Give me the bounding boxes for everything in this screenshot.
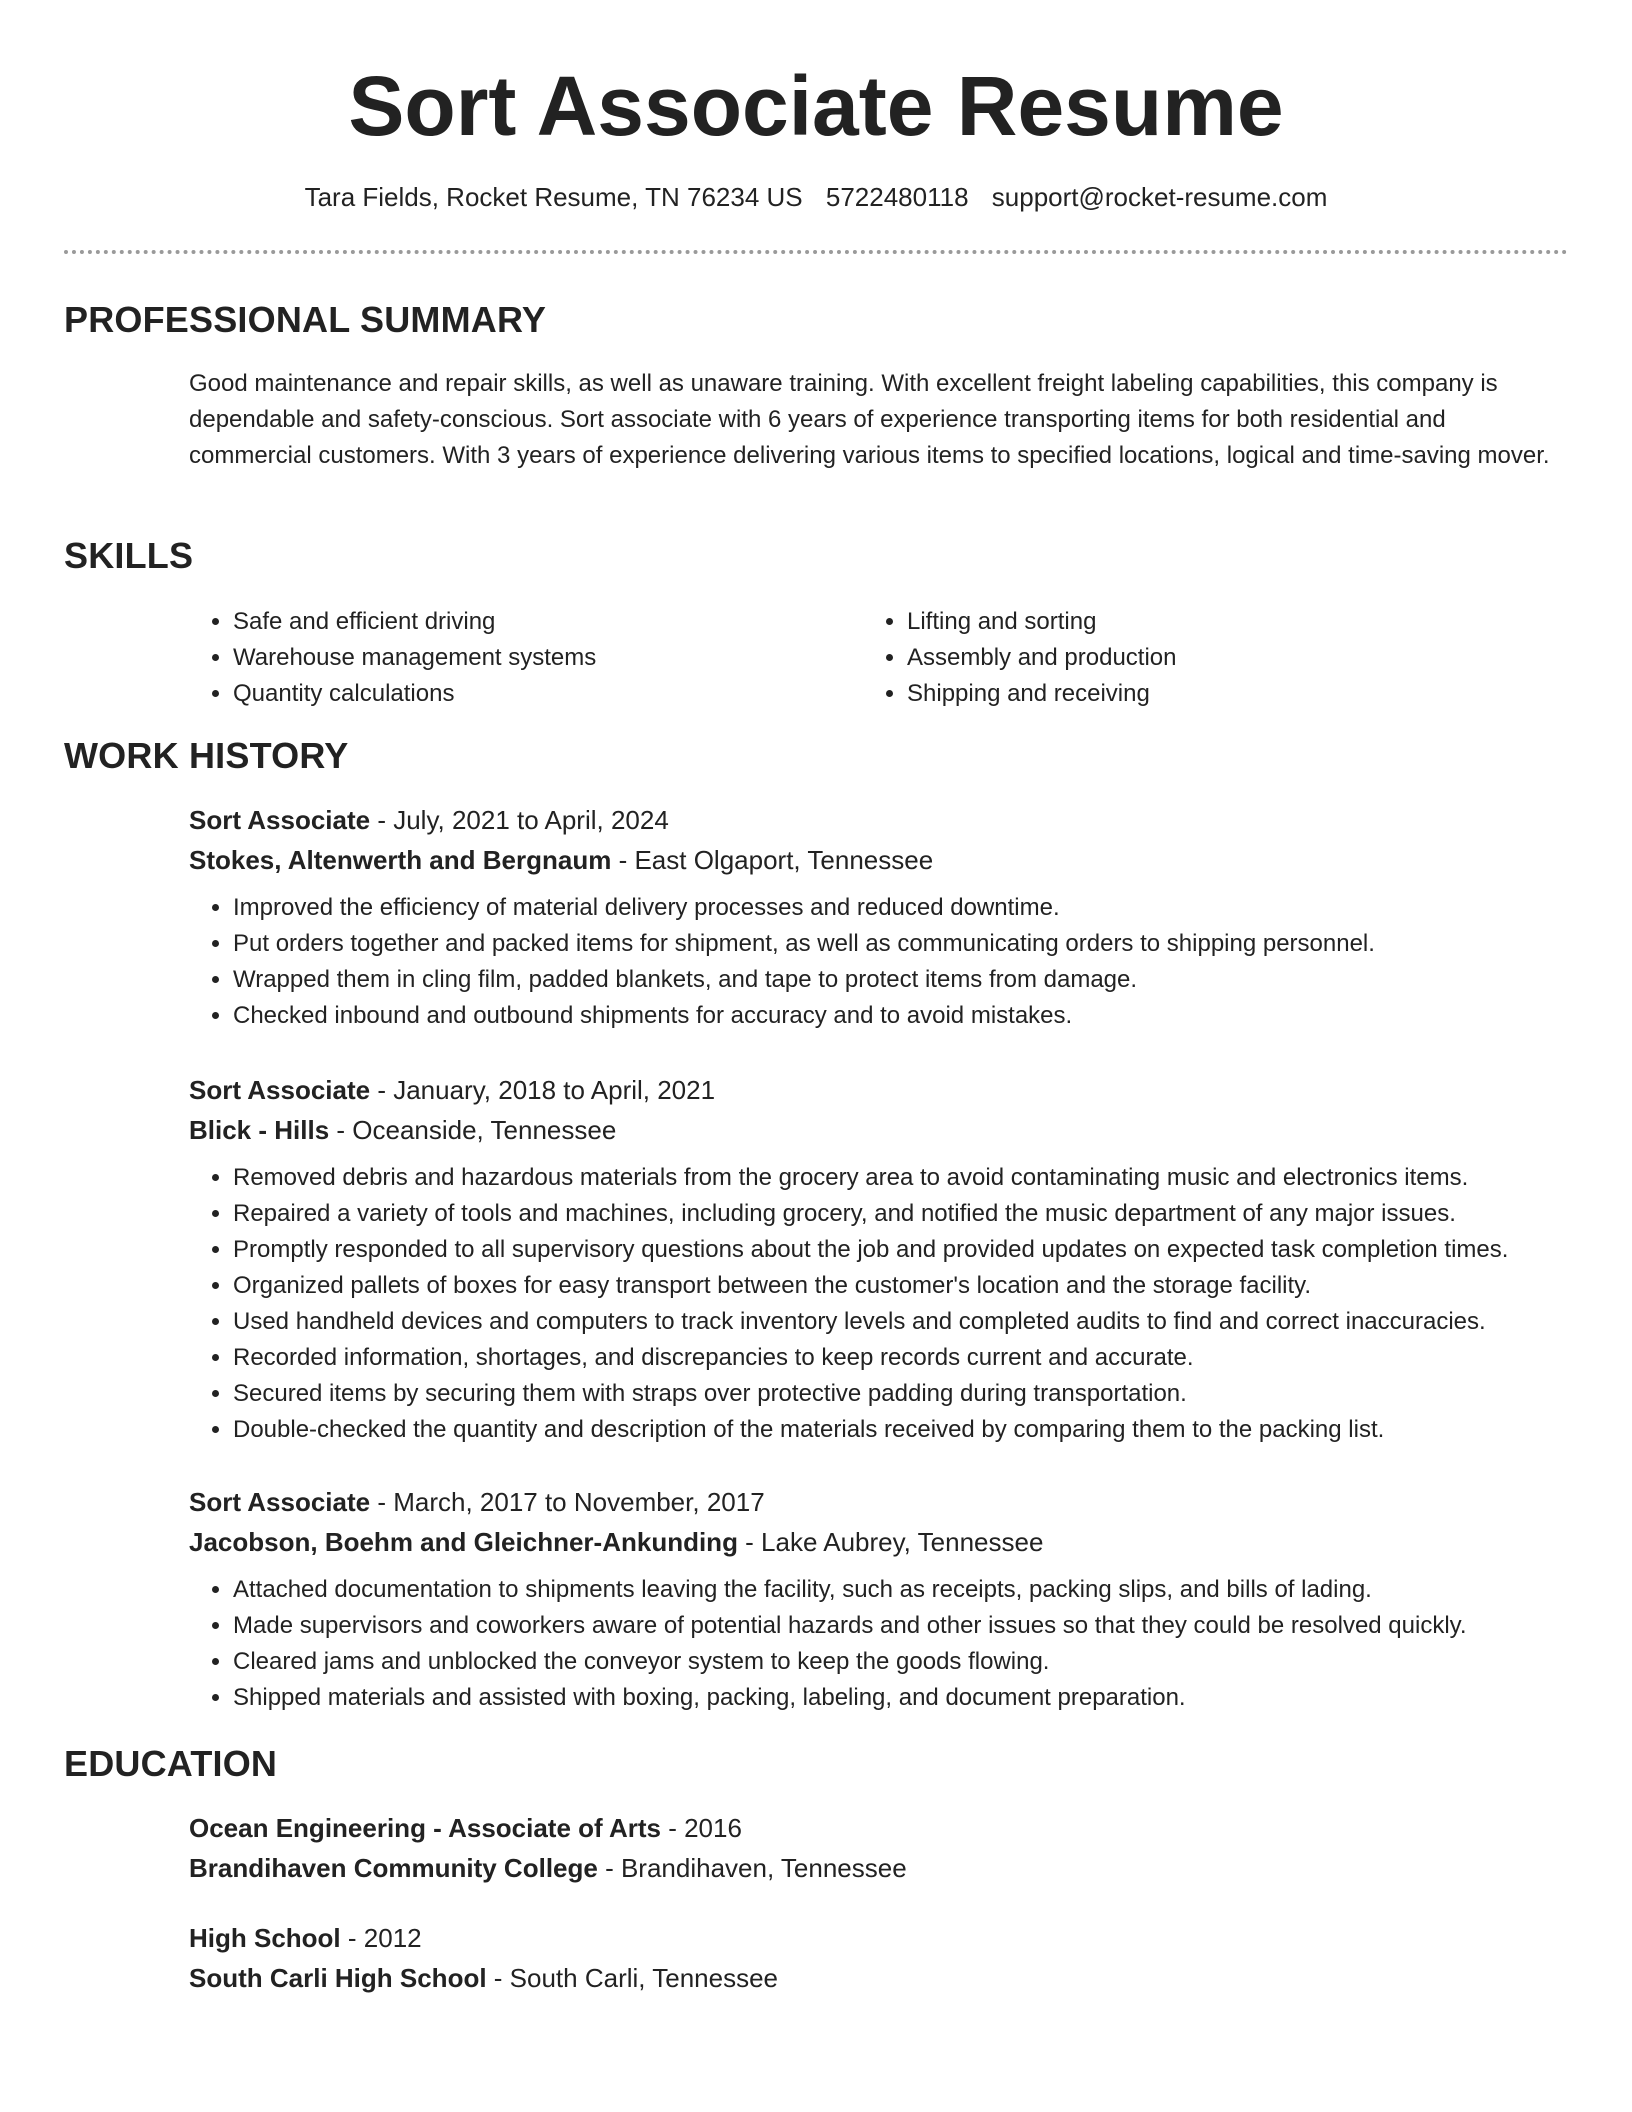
job-bullet: • Organized pallets of boxes for easy transport between the customer's location and the storage facility. <box>233 1268 1589 1304</box>
summary-heading: PROFESSIONAL SUMMARY <box>64 299 547 340</box>
job-title: Sort Associate <box>189 805 371 835</box>
job-bullet: • Used handheld devices and computers to track inventory levels and completed audits to find and correct inaccuracies. <box>233 1304 1589 1340</box>
contact-address: Tara Fields, Rocket Resume, TN 76234 US <box>304 182 803 212</box>
education-entry <box>189 1808 1589 1888</box>
education-school-line <box>189 1848 1589 1888</box>
summary-text: Good maintenance and repair skills, as well as unaware training. With excellent freight labeling capabilities, this company is dependable and safety-conscious. Sort associate with 6 years of experience transporting items for both residential and commercial customers. With 3 years of experience delivering various items to specified locations, logical and time-saving mover. <box>189 370 1550 469</box>
job-bullet: • Removed debris and hazardous materials from the grocery area to avoid contaminating music and electronics items. <box>233 1160 1589 1196</box>
job-company-line <box>189 1110 1589 1150</box>
job-bullet: • Recorded information, shortages, and discrepancies to keep records current and accurate. <box>233 1340 1589 1376</box>
education-degree: High School <box>189 1923 341 1953</box>
job-bullet: • Wrapped them in cling film, padded blankets, and tape to protect items from damage. <box>233 962 1589 998</box>
job-bullet: • Checked inbound and outbound shipments for accuracy and to avoid mistakes. <box>233 998 1589 1034</box>
contact-email: support@rocket-resume.com <box>991 182 1328 212</box>
skill-item: • Shipping and receiving <box>907 676 1176 712</box>
education-school: Brandihaven Community College <box>189 1853 598 1883</box>
job-title-line <box>189 1482 1589 1522</box>
job-dates: - March, 2017 to November, 2017 <box>370 1487 765 1517</box>
job-dates: - July, 2021 to April, 2024 <box>370 805 669 835</box>
education-degree-line <box>189 1918 1589 1958</box>
job-company: Jacobson, Boehm and Gleichner-Ankunding <box>189 1527 738 1557</box>
job-location: - Oceanside, Tennessee <box>329 1115 617 1145</box>
job-bullet: • Promptly responded to all supervisory questions about the job and provided updates on expected task completion times. <box>233 1232 1589 1268</box>
job-title-line <box>189 800 1589 840</box>
skill-item: • Lifting and sorting <box>907 604 1176 640</box>
job-location: - East Olgaport, Tennessee <box>611 845 934 875</box>
job-bullet: • Double-checked the quantity and description of the materials received by comparing them to the packing list. <box>233 1412 1589 1448</box>
contact-line <box>0 180 1632 214</box>
job-bullet: • Made supervisors and coworkers aware of potential hazards and other issues so that they could be resolved quickly. <box>233 1608 1589 1644</box>
education-location: - South Carli, Tennessee <box>486 1963 779 1993</box>
job-company: Blick - Hills <box>189 1115 330 1145</box>
education-entry <box>189 1918 1589 1998</box>
education-year: - 2016 <box>660 1813 742 1843</box>
skill-item: • Safe and efficient driving <box>233 604 596 640</box>
job-title-line <box>189 1070 1589 1110</box>
education-degree-line <box>189 1808 1589 1848</box>
education-location: - Brandihaven, Tennessee <box>597 1853 907 1883</box>
job-bullet: • Repaired a variety of tools and machines, including grocery, and notified the music department of any major issues. <box>233 1196 1589 1232</box>
skills-list-right <box>863 604 1176 712</box>
education-school: South Carli High School <box>189 1963 487 1993</box>
skill-item: • Quantity calculations <box>233 676 596 712</box>
education-year: - 2012 <box>340 1923 422 1953</box>
job-company-line <box>189 1522 1589 1562</box>
job-bullets <box>189 890 1589 1034</box>
page-title: Sort Associate Resume <box>348 59 1284 153</box>
job-company: Stokes, Altenwerth and Bergnaum <box>189 845 612 875</box>
job-bullet: • Cleared jams and unblocked the conveyor system to keep the goods flowing. <box>233 1644 1589 1680</box>
skill-item: • Warehouse management systems <box>233 640 596 676</box>
job-location: - Lake Aubrey, Tennessee <box>737 1527 1044 1557</box>
skills-heading: SKILLS <box>64 535 194 576</box>
job-bullet: • Put orders together and packed items for shipment, as well as communicating orders to shipping personnel. <box>233 926 1589 962</box>
job-bullet: • Improved the efficiency of material delivery processes and reduced downtime. <box>233 890 1589 926</box>
education-school-line <box>189 1958 1589 1998</box>
header-divider <box>64 250 1568 254</box>
education-degree: Ocean Engineering - Associate of Arts <box>189 1813 661 1843</box>
contact-phone: 5722480118 <box>825 182 969 212</box>
job-title: Sort Associate <box>189 1487 371 1517</box>
skill-item: • Assembly and production <box>907 640 1176 676</box>
job-bullet: • Secured items by securing them with straps over protective padding during transportation. <box>233 1376 1589 1412</box>
job-company-line <box>189 840 1589 880</box>
job-bullet: • Shipped materials and assisted with boxing, packing, labeling, and document preparation. <box>233 1680 1589 1716</box>
job-bullets <box>189 1160 1589 1448</box>
job-entry <box>189 800 1589 1034</box>
job-entry <box>189 1070 1589 1448</box>
job-bullet: • Attached documentation to shipments leaving the facility, such as receipts, packing slips, and bills of lading. <box>233 1572 1589 1608</box>
job-bullets <box>189 1572 1589 1716</box>
job-dates: - January, 2018 to April, 2021 <box>370 1075 716 1105</box>
skills-list-left <box>189 604 596 712</box>
job-entry <box>189 1482 1589 1716</box>
job-title: Sort Associate <box>189 1075 371 1105</box>
education-heading: EDUCATION <box>64 1743 278 1784</box>
work-history-heading: WORK HISTORY <box>64 735 349 776</box>
